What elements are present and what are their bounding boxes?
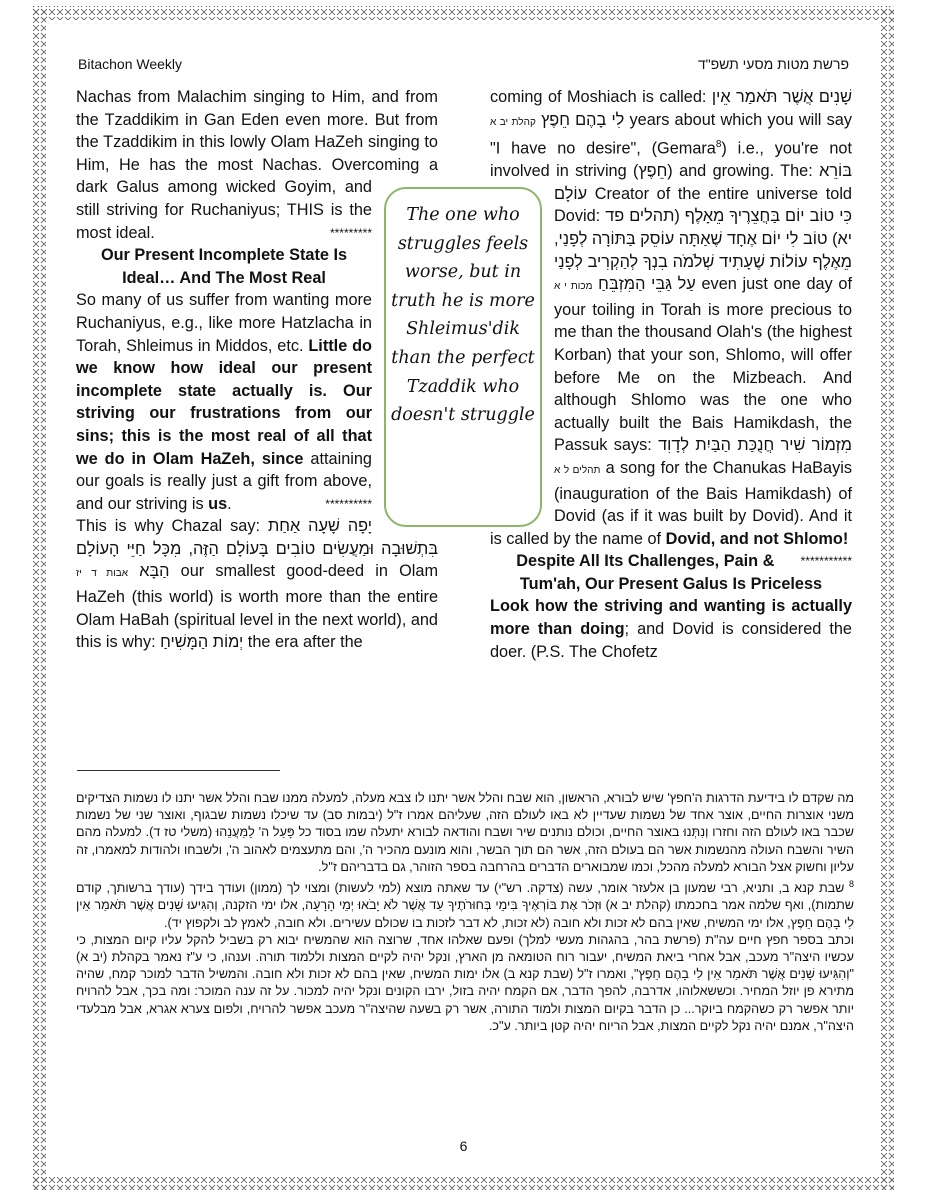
paragraph: So many of us suffer from wanting more Ruchaniyus, e.g., like more Hatzlacha in Torah, Shleimus in Middos, etc. Little do we know how ideal our present incomplete state actually is. Our striving our frustrations from our sins; this is the most real of all that we do in Olam HaZeh, since attaining our goals is really just a gift from above, and our striving is us. ********** xyxy=(76,289,438,515)
section-heading: Despite All Its Challenges, Pain & Tum'ah, Our Present Galus Is Priceless xyxy=(516,552,823,593)
parsha-title: פרשת מטות מסעי תשפ"ד xyxy=(697,56,849,72)
newsletter-title: Bitachon Weekly xyxy=(78,56,183,72)
pull-quote-box: The one who struggles feels worse, but in truth he is more Shleimus'dik than the perfect Tzaddik who doesn't struggle xyxy=(384,187,542,527)
right-column xyxy=(490,86,852,663)
separator-stars: ********* xyxy=(329,225,372,240)
separator-stars: *********** xyxy=(800,554,852,569)
paragraph: coming of Moshiach is called: שָׁנִים אֲשֶׁר תֹּאמַר אֵין לִי בָהֶם חֵפֶץ קהלת יב א years about which you will say "I have no desire", (Gemara$^8$) i.e., you're not involved in striving (חֵפֶץ) and growing. The: בּוֹרֵא עוֹלָם Creator of the entire universe told Dovid: כִּי טוֹב יוֹם בַּחֲצֵרֶיךָ מֵאָלֶף (תהלים פד יא) טוֹב לִי יוֹם אֶחָד שֶׁאַתָּה עוֹסֵק בַּתּוֹרָה לְפָנַי, מֵאֶלֶף עוֹלוֹת שֶׁעָתִיד שְׁלֹמֹה בִנְךָ לְהַקְרִיב לְפָנַי עַל גַּבֵּי הַמִּזְבֵּחַ מכות י א even just one day of your toiling in Torah is more precious to me than the thousand Olah's (the highest Korban) that your son, Shlomo, will offer before Me on the Mizbeach. And although Shlomo was the one who actually built the Bais Hamikdash, the Passuk says: מִזְמוֹר שִׁיר חֲנֻכַּת הַבַּיִת לְדָוִד תהלים ל א a song for the Chanukas HaBayis (inauguration of the Bais Hamikdash) of Dovid (as if it was built by Dovid). And it is called by the name of Dovid, and not Shlomo! *********** xyxy=(490,86,852,550)
separator-stars: ********** xyxy=(325,496,372,511)
footnote-divider xyxy=(77,770,280,771)
paragraph: This is why Chazal say: יָפָה שָׁעָה אַחַת בִּתְשׁוּבָה וּמַעֲשִׂים טוֹבִים בָּעוֹלָם הַזֶּה, מִכָּל חַיֵּי הָעוֹלָם הַבָּא אבות ד יז our smallest good-deed in Olam HaZeh (this world) is worth more than the entire Olam HaBah (spiritual level in the next world), and this is why: יְמוֹת הַמָּשִׁיחַ the era after the xyxy=(76,517,439,652)
footnote: מה שקדם לו בידיעת הדרגות ה'חפץ' שיש לבורא, הראשון, הוא שבח והלל אשר יתנו לו צבא מעלה, למעלה ממנו שבח והלל אשר יתנו לו נשמות הצדיקים משני אוצרות החיים, אוצר אחד של נשמות שעדיין לא באו לעולם הזה, שעליהם אמרו ז"ל (יבמות סב) עד שיכלו נשמות שבגוף, ואוצר שני של נשמות שכבר באו לעולם הזה וחזרו וְנִתְּנוּ באוצר החיים, וכולם נותנים שיר ושבח והודאה לבורא יתעלה שמו בסוד כל פָּעַל ה' לַמַּעֲנֵהוּ (משלי טז ד). למעלה מהם השיר והשבח העולה מהנשמות אשר הם בעולם הזה, אשר הם תוך הבשר, והוא מונעם מהכיר ה', והם מתעצמים לאהוב ה', ולשבחו ולהודות למאמרו, זה עליון וחשוק אצל הבורא למעלה מהכל, וכמו שמבוארים הדברים בהרחבה בספר הזוהר, גם בדבריהם ז"ל. xyxy=(76,791,854,874)
footnote: וכתב בספר חפץ חיים עה"ת (פרשת בהר, בהגהות מעשי למלך) ופעם שאלהו אחד, שרוצה הוא שהמשיח יבוא רק בשביל להקל עליו קיום המצות, כי עכשיו היצה"ר מעכב, אבל אחרי ביאת המשיח, יעבור רוח הטומאה מן הארץ, ונקל יהיה לקיים המצות וללמוד תורה. וענהו, כי ע"ז נאמר בקהלת (יב א) "וְהִגִּיעוּ שָׁנִים אֲשֶׁר תֹּאמַר אֵין לִי בָהֶם חֵפֶץ", ואמרו ז"ל (שבת קנא ב) אלו ימות המשיח, שאין בהם לא זכות ולא חובה. והמשיל הדבר למוכר קמח, שהיה מתירא פן יוזל המחיר. וכששאלוהו, אדרבה, להפך הדבר, אם הקמח יהיה בזול, ירבו הקונים ונקל יהיה למכור. על זה ענה המוכר: ומה בכך, אבל להרויח יותר אפשר רק כשהקמח ביוקר... כן הדבר בקיום המצות ולמוד התורה, אשר רק בשעה שהיצה"ר מעכב אפשר להרויח, ולפום צערא אגרא, אבל מבלעדי היצה"ר, אמנם יהיה נקל לקיים המצות, אבל הריוח יהיה קטן ביותר. ע"כ. xyxy=(76,932,854,1033)
page-number: 6 xyxy=(459,1138,468,1154)
paragraph: Nachas from Malachim singing to Him, and from the Tzaddikim in Gan Eden even more. But from the Tzaddikim in this lowly Olam HaZeh singing to Him, He has the most Nachas. Overcoming a dark Galus among wicked Goyim, and still striving for Ruchaniyus; THIS is the most ideal. ********* xyxy=(76,86,438,244)
section-heading: Our Present Incomplete State Is Ideal… And The Most Real xyxy=(100,246,348,287)
footnote-ref[interactable]: 8 xyxy=(715,139,722,151)
paragraph: Look how the striving and wanting is actually more than doing; and Dovid is considered the doer. (P.S. The Chofetz xyxy=(490,597,852,661)
footnote: $^8$ שבת קנא ב, ותניא, רבי שמעון בן אלעזר אומר, עשה (צדקה. רש"י) עד שאתה מוצא (למי לעשות) ומצוי לך (ממון) ועודך בידך (עודך ברשותך, קודם שתמות), ואף שלמה אמר בחכמתו (קהלת יב א) וּזְכֹר אֶת בּוֹרְאֶיךָ בִּימֵי בְּחוּרֹתֶיךָ עַד אֲשֶׁר לֹא יָבֹאוּ יְמֵי הָרָעָה, אלו ימי הזקנה, וְהִגִּיעוּ שָׁנִים אֲשֶׁר תֹּאמַר אֵין לִי בָהֶם חֵפֶץ, אלו ימי המשיח, שאין בהם לא זכות ולא חובה (לא זכות, לא דבר לזכות בו שכולם עשירים. ולא חובה, לאמץ לב ולקפוץ יד). xyxy=(76,879,855,930)
footnotes xyxy=(76,790,854,1035)
